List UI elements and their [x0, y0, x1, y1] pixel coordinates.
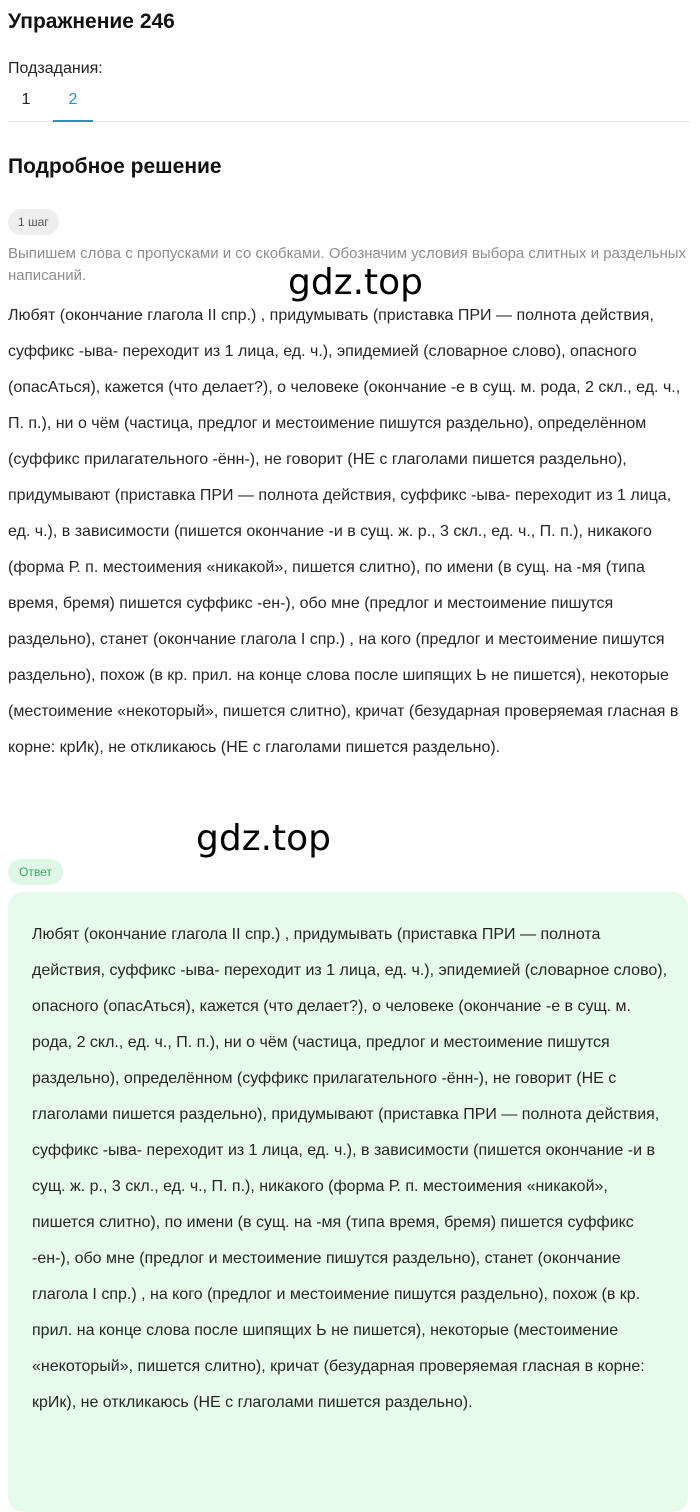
- subtask-tabs: [8, 80, 690, 122]
- step-badge: 1 шаг: [8, 209, 59, 235]
- answer-text: Любят (окончание глагола II спр.) , придумывать (приставка ПРИ — полнота действия, суффикс -ыва- переходит из 1 лица, ед. ч.), эпидемией (словарное слово), опасного (опасАться), кажется (что делает?), о человеке (окончание -е в сущ. м. рода, 2 скл., ед. ч., П. п.), ни о чём (частица, предлог и местоимение пишутся раздельно), определённом (суффикс прилагательного -ённ-), не говорит (НЕ с глаголами пишется раздельно), придумывают (приставка ПРИ — полнота действия, суффикс -ыва- переходит из 1 лица, ед. ч.), в зависимости (пишется окончание -и в сущ. ж. р., 3 скл., ед. ч., П. п.), никакого (форма Р. п. местоимения «никакой», пишется слитно), по имени (в сущ. на -мя (типа время, бремя) пишется суффикс -ен-), обо мне (предлог и местоимение пишутся раздельно), станет (окончание глагола I спр.) , на кого (предлог и местоимение пишутся раздельно), похож (в кр. прил. на конце слова после шипящих Ь не пишется), некоторые (местоимение «некоторый», пишется слитно), кричат (безударная проверяемая гласная в корне: крИк), не откликаюсь (НЕ с глаголами пишется раздельно).: [32, 926, 668, 1411]
- watermark: gdz.top: [196, 818, 332, 859]
- solution-title: Подробное решение: [8, 155, 222, 178]
- answer-badge: Ответ: [8, 859, 63, 885]
- solution-hint: Выпишем слова с пропусками и со скобками. Обозначим условия выбора слитных и раздельных написаний.: [8, 245, 687, 284]
- page-title: Упражнение 246: [8, 10, 175, 33]
- subtask-tab-2[interactable]: 2: [53, 88, 93, 122]
- watermark: gdz.top: [288, 262, 424, 303]
- solution-text: Любят (окончание глагола II спр.) , придумывать (приставка ПРИ — полнота действия, суффикс -ыва- переходит из 1 лица, ед. ч.), эпидемией (словарное слово), опасного (опасАться), кажется (что делает?), о человеке (окончание -е в сущ. м. рода, 2 скл., ед. ч., П. п.), ни о чём (частица, предлог и местоимение пишутся раздельно), определённом (суффикс прилагательного -ённ-), не говорит (НЕ с глаголами пишется раздельно), придумывают (приставка ПРИ — полнота действия, суффикс -ыва- переходит из 1 лица, ед. ч.), в зависимости (пишется окончание -и в сущ. ж. р., 3 скл., ед. ч., П. п.), никакого (форма Р. п. местоимения «никакой», пишется слитно), по имени (в сущ. на -мя (типа время, бремя) пишется суффикс -ен-), обо мне (предлог и местоимение пишутся раздельно), станет (окончание глагола I спр.) , на кого (предлог и местоимение пишутся раздельно), похож (в кр. прил. на конце слова после шипящих Ь не пишется), некоторые (местоимение «некоторый», пишется слитно), кричат (безударная проверяемая гласная в корне: крИк), не откликаюсь (НЕ с глаголами пишется раздельно).: [8, 307, 681, 756]
- subtasks-label: Подзадания:: [8, 60, 103, 77]
- subtask-tab-1[interactable]: 1: [21, 91, 31, 108]
